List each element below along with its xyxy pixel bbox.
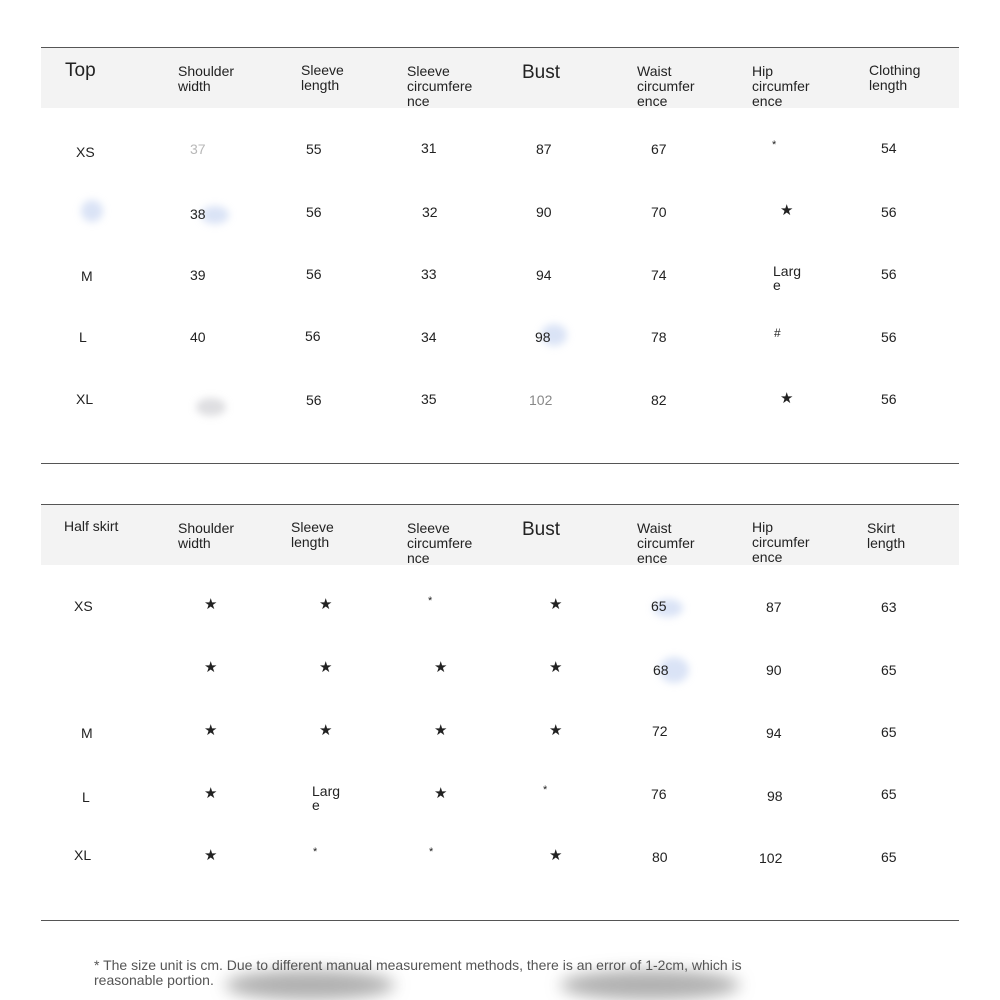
table-cell-size: XS	[74, 598, 93, 614]
table-cell: ★	[204, 722, 218, 739]
table-cell-size: XL	[74, 847, 92, 863]
blur-artifact	[225, 970, 395, 1000]
header-half-skirt: Half skirt	[64, 518, 119, 534]
header-shoulder-width: Shoulder width	[178, 63, 235, 94]
table-cell: 87	[536, 141, 552, 157]
table-cell: 65	[881, 724, 897, 740]
size-footnote: * The size unit is cm. Due to different manual measurement methods, there is an error of 1-2cm, which is reasonable portion.	[94, 957, 742, 988]
table-cell: 94	[536, 267, 552, 283]
table-cell: 55	[306, 141, 322, 157]
table-cell: 67	[651, 141, 667, 157]
table-cell: 56	[881, 329, 897, 345]
table-cell: 31	[421, 140, 437, 156]
table-cell: *	[543, 784, 548, 796]
table-cell-size: XS	[76, 144, 95, 160]
header-hip-circumference: Hip circumfer ence	[752, 63, 810, 109]
table-cell: *	[313, 846, 318, 858]
header-sleeve-circumference: Sleeve circumfere nce	[407, 63, 473, 109]
table-cell: 70	[651, 204, 667, 220]
table-cell: ★	[549, 596, 563, 613]
table-cell: ★	[434, 785, 448, 802]
table-cell: 102	[529, 392, 553, 408]
table-cell: ★	[780, 390, 794, 407]
table-cell: 33	[421, 266, 437, 282]
table-cell: ★	[204, 596, 218, 613]
table-cell: 82	[651, 392, 667, 408]
table-cell: ★	[549, 659, 563, 676]
table-cell: ★	[434, 722, 448, 739]
table-cell: *	[429, 846, 434, 858]
top-size-table	[41, 47, 959, 464]
table-cell: *	[772, 139, 777, 151]
table-cell: 80	[652, 849, 668, 865]
table-cell: 56	[306, 266, 322, 282]
table-cell: ★	[319, 659, 333, 676]
table-cell: 32	[422, 204, 438, 220]
header-hip-circumference: Hip circumfer ence	[752, 519, 810, 565]
table-cell-size: M	[81, 725, 93, 741]
header-skirt-length: Skirt length	[867, 520, 906, 551]
table-cell: 65	[881, 662, 897, 678]
table-cell: 76	[651, 786, 667, 802]
blur-artifact	[560, 970, 740, 1000]
header-shoulder-width: Shoulder width	[178, 520, 235, 551]
blur-artifact	[196, 398, 226, 416]
table-cell: 94	[766, 725, 782, 741]
table-cell: 65	[651, 598, 667, 614]
header-waist-circumference: Waist circumfer ence	[637, 520, 695, 566]
table-cell: 34	[421, 329, 437, 345]
table-cell: 87	[766, 599, 782, 615]
table-cell: 98	[767, 788, 783, 804]
table-cell: 90	[766, 662, 782, 678]
table-cell: ★	[549, 847, 563, 864]
table-cell: 72	[652, 723, 668, 739]
table-cell: 56	[306, 392, 322, 408]
skirt-header-row	[41, 505, 959, 565]
table-cell: ★	[204, 847, 218, 864]
table-cell: Larg e	[312, 783, 341, 813]
table-cell-size: M	[81, 268, 93, 284]
table-cell: 74	[651, 267, 667, 283]
table-cell: 68	[653, 662, 669, 678]
table-cell: 56	[306, 204, 322, 220]
table-cell: ★	[204, 659, 218, 676]
header-top: Top	[65, 60, 96, 81]
table-cell: 63	[881, 599, 897, 615]
table-cell: 56	[881, 204, 897, 220]
table-cell: 38	[190, 206, 206, 222]
table-cell: 37	[190, 141, 206, 157]
table-cell: ★	[434, 659, 448, 676]
table-cell: #	[774, 326, 781, 340]
table-cell: ★	[319, 722, 333, 739]
table-cell: 56	[305, 328, 321, 344]
table-cell: 90	[536, 204, 552, 220]
header-bust: Bust	[522, 519, 561, 540]
header-bust: Bust	[522, 62, 561, 83]
header-clothing-length: Clothing length	[869, 62, 921, 93]
table-cell: ★	[319, 596, 333, 613]
table-cell: Larg e	[773, 263, 802, 293]
table-cell-size: L	[79, 329, 87, 345]
table-cell: 39	[190, 267, 206, 283]
table-cell: 40	[190, 329, 206, 345]
table-cell: 65	[881, 786, 897, 802]
table-cell-size: L	[82, 789, 90, 805]
blur-artifact	[81, 200, 103, 222]
table-cell-size: XL	[76, 391, 94, 407]
top-header-row	[41, 48, 959, 108]
table-cell: 102	[759, 850, 783, 866]
table-cell: 56	[881, 266, 897, 282]
header-sleeve-length: Sleeve length	[301, 62, 344, 93]
table-cell: 56	[881, 391, 897, 407]
table-cell: ★	[204, 785, 218, 802]
skirt-size-table	[41, 504, 959, 921]
table-cell: 98	[535, 329, 551, 345]
table-cell: 35	[421, 391, 437, 407]
table-cell: 54	[881, 140, 897, 156]
table-cell: ★	[549, 722, 563, 739]
header-sleeve-circumference: Sleeve circumfere nce	[407, 520, 473, 566]
header-sleeve-length: Sleeve length	[291, 519, 334, 550]
header-waist-circumference: Waist circumfer ence	[637, 63, 695, 109]
table-cell: ★	[780, 202, 794, 219]
table-cell: *	[428, 595, 433, 607]
table-cell: 78	[651, 329, 667, 345]
table-cell: 65	[881, 849, 897, 865]
